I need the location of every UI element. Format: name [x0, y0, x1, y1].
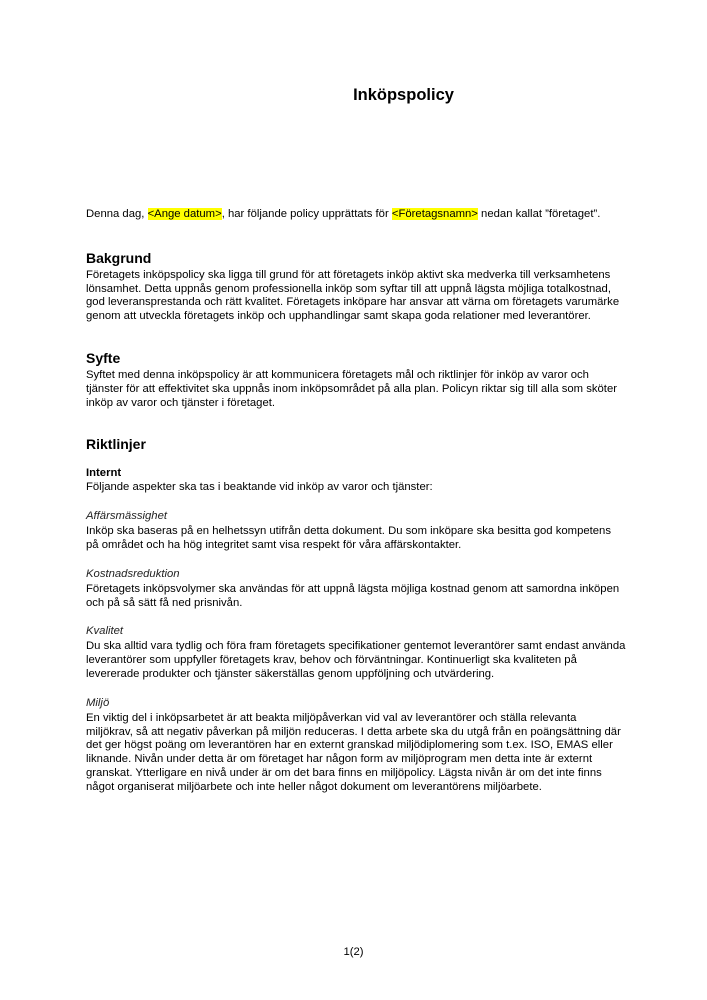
paragraph-kostnadsreduktion: Företagets inköpsvolymer ska användas för att uppnå lägsta möjliga kostnad genom att samordna inköpen och på så sätt få ned prisnivån.: [86, 582, 620, 609]
date-placeholder: <Ange datum>: [147, 208, 222, 220]
paragraph-kvalitet: Du ska alltid vara tydlig och föra fram företagets specifikationer gentemot leverantörer samt endast använda leverantörer som uppfyller företagets krav, behov och förväntningar. Kontinuerligt ska kvaliteten på levererade produkter och tjänster säkerställas genom uppföljning och utvärdering.: [86, 640, 626, 680]
subheading-miljo: Miljö: [86, 696, 110, 709]
document-body: [86, 208, 626, 795]
paragraph-miljo: En viktig del i inköpsarbetet är att beakta miljöpåverkan vid val av leverantörer och ställa relevanta miljökrav, så att negativ påverkan på miljön reduceras. I detta arbete ska du utgå från en poängsättning där det ger högst poäng om leverantören har en externt granskad miljödiplomering som t.ex. ISO, EMAS eller liknande. Nivån under detta är om företaget har någon form av miljöprogram men detta inte är externt granskat. Ytterligare en nivå under är om det bara finns en miljöpolicy. Lägsta nivån är om det inte finns något organiserat miljöarbete och inte heller något dokument om leverantörens miljöarbete.: [86, 711, 621, 793]
intro-text-1: Denna dag,: [86, 208, 148, 220]
subheading-internt: Internt: [86, 467, 122, 480]
subheading-affarsmassighet: Affärsmässighet: [86, 510, 167, 523]
paragraph-affarsmassighet: Inköp ska baseras på en helhetssyn utifrån detta dokument. Du som inköpare ska besitta god kompetens på området och ha hög integritet samt visa respekt för våra affärskontakter.: [86, 525, 611, 551]
paragraph-internt: Följande aspekter ska tas i beaktande vid inköp av varor och tjänster:: [86, 481, 433, 494]
paragraph-bakgrund: Företagets inköpspolicy ska ligga till grund för att företagets inköp aktivt ska medverka till verksamhetens lönsamhet. Detta uppnås genom professionella inköp som syftar till att uppnå lägsta möjliga totalkostnad, god leveransprestanda och rätt kvalitet. Företagets inköpare har ansvar att värna om företagets varumärke genom att utveckla företagets inköp och upphandlingar samt skapa goda relationer med leverantörer.: [86, 268, 620, 323]
subheading-kostnadsreduktion: Kostnadsreduktion: [86, 567, 180, 580]
page-number: 1(2): [343, 946, 364, 958]
subheading-kvalitet: Kvalitet: [86, 625, 124, 638]
paragraph-syfte: Syftet med denna inköpspolicy är att kommunicera företagets mål och riktlinjer för inköp av varor och tjänster för att effektivitet ska uppnås inom inköpsområdet på alla plan. Policyn riktar sig till alla som sköter inköp av varor och tjänster i företaget.: [86, 368, 617, 409]
heading-syfte: Syfte: [86, 349, 121, 366]
document-title: Inköpspolicy: [353, 86, 454, 104]
intro-text-3: nedan kallat ”företaget”.: [477, 208, 601, 220]
company-placeholder: <Företagsnamn>: [391, 208, 478, 220]
intro-text-2: , har följande policy upprättats för: [221, 208, 392, 220]
intro-paragraph: [86, 208, 626, 222]
heading-riktlinjer: Riktlinjer: [86, 436, 146, 453]
heading-bakgrund: Bakgrund: [86, 249, 152, 266]
